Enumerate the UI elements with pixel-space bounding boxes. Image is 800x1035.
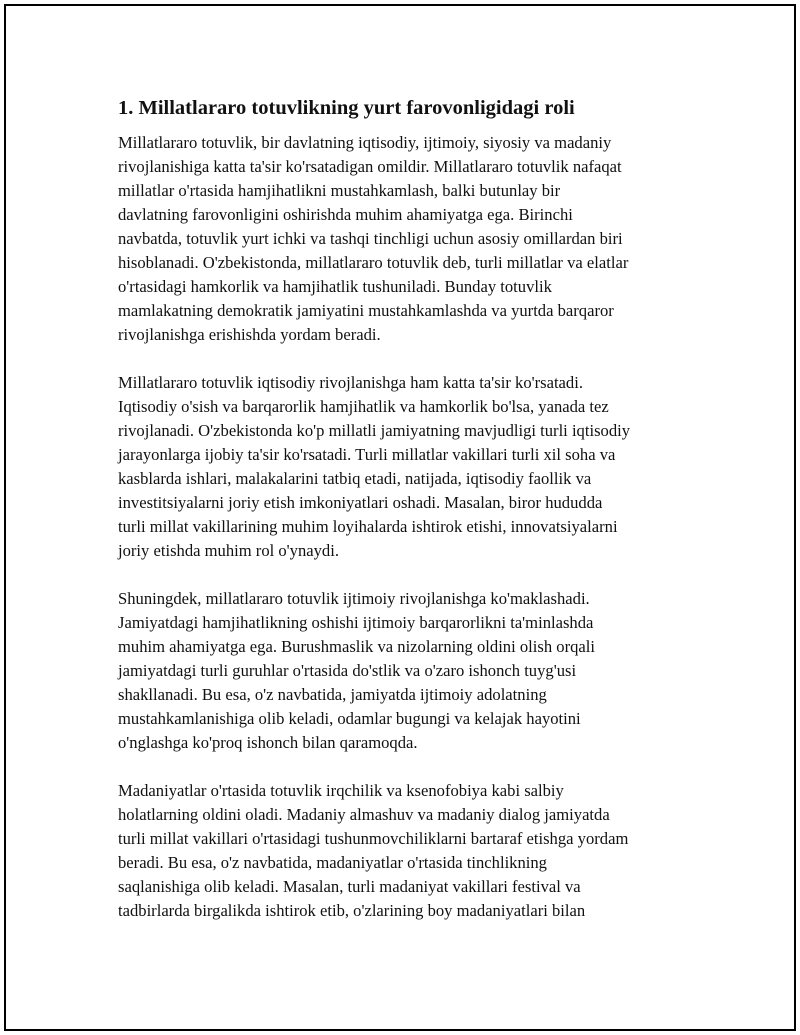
- text-line: joriy etishda muhim rol o'ynaydi.: [118, 541, 339, 560]
- text-line: kasblarda ishlari, malakalarini tatbiq etadi, natijada, iqtisodiy faollik va: [118, 469, 592, 488]
- text-line: shakllanadi. Bu esa, o'z navbatida, jamiyatda ijtimoiy adolatning: [118, 685, 547, 704]
- text-line: turli millat vakillari o'rtasidagi tushunmovchiliklarni bartaraf etishga yordam: [118, 829, 629, 848]
- text-line: mamlakatning demokratik jamiyatini mustahkamlashda va yurtda barqaror: [118, 301, 614, 320]
- text-line: o'nglashga ko'proq ishonch bilan qaramoqda.: [118, 733, 418, 752]
- text-line: Millatlararo totuvlik iqtisodiy rivojlanishga ham katta ta'sir ko'rsatadi.: [118, 373, 583, 392]
- text-line: beradi. Bu esa, o'z navbatida, madaniyatlar o'rtasida tinchlikning: [118, 853, 547, 872]
- text-line: Madaniyatlar o'rtasida totuvlik irqchilik va ksenofobiya kabi salbiy: [118, 781, 564, 800]
- text-line: Iqtisodiy o'sish va barqarorlik hamjihatlik va hamkorlik bo'lsa, yanada tez: [118, 397, 609, 416]
- section-heading: 1. Millatlararo totuvlikning yurt farovonligidagi roli: [118, 97, 575, 119]
- text-line: muhim ahamiyatga ega. Burushmaslik va nizolarning oldini olish orqali: [118, 637, 595, 656]
- text-line: rivojlanadi. O'zbekistonda ko'p millatli jamiyatning mavjudligi turli iqtisodiy: [118, 421, 631, 440]
- text-line: jarayonlarga ijobiy ta'sir ko'rsatadi. Turli millatlar vakillari turli xil soha va: [118, 445, 616, 464]
- text-line: davlatning farovonligini oshirishda muhim ahamiyatga ega. Birinchi: [118, 205, 573, 224]
- text-line: navbatda, totuvlik yurt ichki va tashqi tinchligi uchun asosiy omillardan biri: [118, 229, 623, 248]
- paragraph-3: [118, 587, 693, 755]
- document-body: [118, 95, 693, 947]
- text-line: rivojlanishga erishishda yordam beradi.: [118, 325, 381, 344]
- text-line: turli millat vakillarining muhim loyihalarda ishtirok etishi, innovatsiyalarni: [118, 517, 618, 536]
- text-line: o'rtasidagi hamkorlik va hamjihatlik tushuniladi. Bunday totuvlik: [118, 277, 552, 296]
- text-line: millatlar o'rtasida hamjihatlikni mustahkamlash, balki butunlay bir: [118, 181, 561, 200]
- text-line: Jamiyatdagi hamjihatlikning oshishi ijtimoiy barqarorlikni ta'minlashda: [118, 613, 594, 632]
- paragraph-4: [118, 779, 693, 923]
- paragraph-1: [118, 131, 693, 347]
- text-line: investitsiyalarni joriy etish imkoniyatlari oshadi. Masalan, biror hududda: [118, 493, 603, 512]
- text-line: saqlanishiga olib keladi. Masalan, turli madaniyat vakillari festival va: [118, 877, 581, 896]
- text-line: Millatlararo totuvlik, bir davlatning iqtisodiy, ijtimoiy, siyosiy va madaniy: [118, 133, 612, 152]
- text-line: holatlarning oldini oladi. Madaniy almashuv va madaniy dialog jamiyatda: [118, 805, 610, 824]
- paragraph-2: [118, 371, 693, 563]
- text-line: Shuningdek, millatlararo totuvlik ijtimoiy rivojlanishga ko'maklashadi.: [118, 589, 590, 608]
- text-line: jamiyatdagi turli guruhlar o'rtasida do'stlik va o'zaro ishonch tuyg'usi: [118, 661, 577, 680]
- text-line: hisoblanadi. O'zbekistonda, millatlararo totuvlik deb, turli millatlar va elatlar: [118, 253, 629, 272]
- text-line: mustahkamlanishiga olib keladi, odamlar bugungi va kelajak hayotini: [118, 709, 581, 728]
- text-line: tadbirlarda birgalikda ishtirok etib, o'zlarining boy madaniyatlari bilan: [118, 901, 586, 920]
- text-line: rivojlanishiga katta ta'sir ko'rsatadigan omildir. Millatlararo totuvlik nafaqat: [118, 157, 622, 176]
